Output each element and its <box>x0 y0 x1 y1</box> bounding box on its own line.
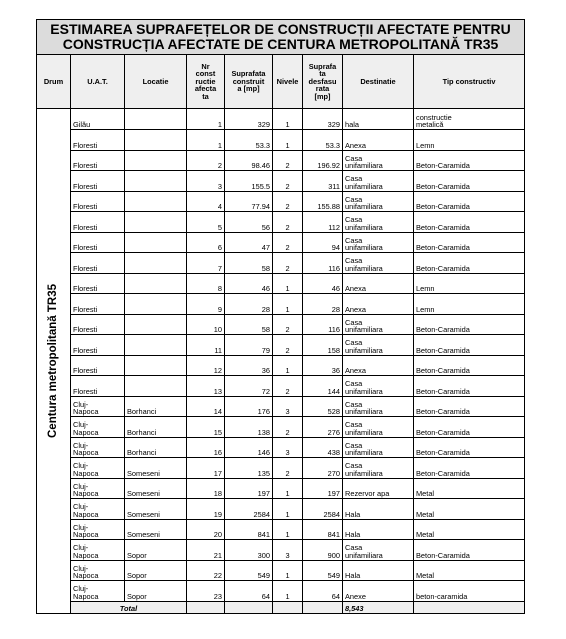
cell-nr: 11 <box>187 335 225 356</box>
cell-nr: 1 <box>187 130 225 151</box>
total-empty-cell <box>187 601 225 613</box>
table-row <box>37 540 525 561</box>
cell-suprafata-desfasurata: 900 <box>303 540 343 561</box>
cell-destinatie: Casa unifamiliara <box>343 540 414 561</box>
cell-nr: 9 <box>187 294 225 315</box>
cell-uat: Floresti <box>71 314 125 335</box>
title-line-1: ESTIMAREA SUPRAFEȚELOR DE CONSTRUCȚII AFECTATE PENTRU <box>50 21 511 37</box>
cell-suprafata-desfasurata: 841 <box>303 519 343 540</box>
cell-uat: Cluj- Napoca <box>71 396 125 417</box>
cell-nr: 6 <box>187 232 225 253</box>
cell-suprafata-desfasurata: 329 <box>303 109 343 130</box>
cell-tip-constructiv: Lemn <box>414 273 525 294</box>
cell-nr: 15 <box>187 417 225 438</box>
cell-uat: Floresti <box>71 335 125 356</box>
cell-destinatie: Casa unifamiliara <box>343 437 414 458</box>
estimation-table <box>36 19 525 614</box>
cell-nivele: 1 <box>273 478 303 499</box>
cell-nivele: 2 <box>273 191 303 212</box>
cell-destinatie: Casa unifamiliara <box>343 191 414 212</box>
header-suprafata-construita: Suprafata construit a [mp] <box>225 55 273 109</box>
cell-locatie: Sopor <box>125 560 187 581</box>
cell-locatie <box>125 314 187 335</box>
cell-nr: 3 <box>187 171 225 192</box>
cell-tip-constructiv: beton-caramida <box>414 581 525 602</box>
cell-destinatie: Casa unifamiliara <box>343 171 414 192</box>
cell-destinatie: Casa unifamiliara <box>343 232 414 253</box>
cell-nr: 5 <box>187 212 225 233</box>
cell-nr: 19 <box>187 499 225 520</box>
header-nivele: Nivele <box>273 55 303 109</box>
table-row <box>37 273 525 294</box>
cell-locatie: Borhanci <box>125 417 187 438</box>
cell-tip-constructiv: Beton-Caramida <box>414 335 525 356</box>
table-row <box>37 355 525 376</box>
cell-locatie: Sopor <box>125 581 187 602</box>
table-row <box>37 396 525 417</box>
cell-tip-constructiv: Beton-Caramida <box>414 396 525 417</box>
cell-tip-constructiv: constructie metalică <box>414 109 525 130</box>
table-row <box>37 499 525 520</box>
cell-suprafata-construita: 64 <box>225 581 273 602</box>
cell-suprafata-desfasurata: 311 <box>303 171 343 192</box>
cell-suprafata-construita: 79 <box>225 335 273 356</box>
cell-suprafata-construita: 36 <box>225 355 273 376</box>
cell-suprafata-construita: 176 <box>225 396 273 417</box>
cell-locatie <box>125 294 187 315</box>
cell-nivele: 1 <box>273 581 303 602</box>
cell-destinatie: Casa unifamiliara <box>343 458 414 479</box>
cell-uat: Cluj- Napoca <box>71 417 125 438</box>
table-title <box>37 20 525 55</box>
cell-uat: Floresti <box>71 273 125 294</box>
cell-uat: Cluj- Napoca <box>71 458 125 479</box>
cell-suprafata-construita: 146 <box>225 437 273 458</box>
cell-nr: 16 <box>187 437 225 458</box>
cell-nr: 8 <box>187 273 225 294</box>
cell-nivele: 1 <box>273 130 303 151</box>
cell-suprafata-construita: 53.3 <box>225 130 273 151</box>
cell-suprafata-construita: 300 <box>225 540 273 561</box>
cell-suprafata-construita: 47 <box>225 232 273 253</box>
cell-suprafata-construita: 98.46 <box>225 150 273 171</box>
cell-nivele: 1 <box>273 294 303 315</box>
cell-suprafata-construita: 72 <box>225 376 273 397</box>
cell-locatie <box>125 232 187 253</box>
cell-tip-constructiv: Beton-Caramida <box>414 232 525 253</box>
cell-uat: Cluj- Napoca <box>71 519 125 540</box>
total-empty-cell <box>273 601 303 613</box>
cell-nr: 22 <box>187 560 225 581</box>
cell-locatie <box>125 150 187 171</box>
cell-suprafata-desfasurata: 116 <box>303 253 343 274</box>
table-row <box>37 109 525 130</box>
cell-nivele: 2 <box>273 458 303 479</box>
table-row <box>37 253 525 274</box>
cell-suprafata-construita: 135 <box>225 458 273 479</box>
cell-locatie <box>125 253 187 274</box>
cell-destinatie: Hala <box>343 560 414 581</box>
cell-locatie <box>125 212 187 233</box>
cell-suprafata-desfasurata: 116 <box>303 314 343 335</box>
cell-uat: Floresti <box>71 294 125 315</box>
table-row <box>37 335 525 356</box>
total-label: Total <box>71 601 187 613</box>
cell-uat: Floresti <box>71 232 125 253</box>
table-row <box>37 130 525 151</box>
cell-destinatie: Anexe <box>343 581 414 602</box>
cell-tip-constructiv: Beton-Caramida <box>414 191 525 212</box>
cell-suprafata-desfasurata: 197 <box>303 478 343 499</box>
cell-tip-constructiv: Beton-Caramida <box>414 437 525 458</box>
cell-nr: 1 <box>187 109 225 130</box>
cell-suprafata-construita: 138 <box>225 417 273 438</box>
cell-suprafata-desfasurata: 158 <box>303 335 343 356</box>
cell-nr: 13 <box>187 376 225 397</box>
cell-nivele: 2 <box>273 314 303 335</box>
cell-suprafata-desfasurata: 94 <box>303 232 343 253</box>
cell-suprafata-construita: 58 <box>225 314 273 335</box>
cell-tip-constructiv: Beton-Caramida <box>414 540 525 561</box>
table-row <box>37 171 525 192</box>
cell-nivele: 1 <box>273 519 303 540</box>
cell-tip-constructiv: Beton-Caramida <box>414 376 525 397</box>
cell-uat: Gilău <box>71 109 125 130</box>
drum-cell <box>37 109 71 614</box>
cell-uat: Floresti <box>71 150 125 171</box>
cell-destinatie: Casa unifamiliara <box>343 417 414 438</box>
cell-locatie <box>125 171 187 192</box>
cell-locatie: Someseni <box>125 499 187 520</box>
cell-nr: 21 <box>187 540 225 561</box>
cell-nivele: 2 <box>273 212 303 233</box>
table-row <box>37 560 525 581</box>
header-drum: Drum <box>37 55 71 109</box>
header-nr-constructie: Nr const ructie afecta ta <box>187 55 225 109</box>
cell-uat: Floresti <box>71 130 125 151</box>
cell-nivele: 1 <box>273 109 303 130</box>
total-value: 8,543 <box>343 601 414 613</box>
header-destinatie: Destinatie <box>343 55 414 109</box>
cell-suprafata-desfasurata: 155.88 <box>303 191 343 212</box>
cell-destinatie: Casa unifamiliara <box>343 335 414 356</box>
cell-destinatie: Casa unifamiliara <box>343 212 414 233</box>
cell-locatie <box>125 273 187 294</box>
cell-tip-constructiv: Beton-Caramida <box>414 150 525 171</box>
table-row <box>37 376 525 397</box>
cell-suprafata-construita: 841 <box>225 519 273 540</box>
cell-suprafata-desfasurata: 438 <box>303 437 343 458</box>
cell-nivele: 2 <box>273 335 303 356</box>
cell-nivele: 2 <box>273 253 303 274</box>
cell-uat: Cluj- Napoca <box>71 581 125 602</box>
cell-nivele: 2 <box>273 232 303 253</box>
cell-uat: Floresti <box>71 212 125 233</box>
table-row <box>37 191 525 212</box>
cell-locatie: Borhanci <box>125 437 187 458</box>
table-row <box>37 314 525 335</box>
cell-suprafata-desfasurata: 144 <box>303 376 343 397</box>
cell-uat: Cluj- Napoca <box>71 560 125 581</box>
cell-suprafata-desfasurata: 46 <box>303 273 343 294</box>
header-suprafata-desfasurata: Suprafa ta desfasu rata [mp] <box>303 55 343 109</box>
table-row <box>37 212 525 233</box>
cell-locatie: Borhanci <box>125 396 187 417</box>
cell-suprafata-construita: 46 <box>225 273 273 294</box>
total-empty-cell <box>303 601 343 613</box>
cell-tip-constructiv: Beton-Caramida <box>414 171 525 192</box>
cell-nr: 12 <box>187 355 225 376</box>
cell-nr: 18 <box>187 478 225 499</box>
cell-tip-constructiv: Metal <box>414 478 525 499</box>
cell-suprafata-construita: 2584 <box>225 499 273 520</box>
title-line-2: CONSTRUCȚIA AFECTATE DE CENTURA METROPOLITANĂ TR35 <box>62 36 499 52</box>
cell-suprafata-construita: 28 <box>225 294 273 315</box>
cell-locatie <box>125 130 187 151</box>
cell-uat: Cluj- Napoca <box>71 437 125 458</box>
cell-destinatie: Anexa <box>343 130 414 151</box>
cell-suprafata-desfasurata: 28 <box>303 294 343 315</box>
cell-suprafata-construita: 549 <box>225 560 273 581</box>
cell-nr: 14 <box>187 396 225 417</box>
cell-tip-constructiv: Beton-Caramida <box>414 314 525 335</box>
total-row <box>37 601 525 613</box>
table-row <box>37 417 525 438</box>
cell-nivele: 3 <box>273 396 303 417</box>
cell-suprafata-desfasurata: 2584 <box>303 499 343 520</box>
cell-locatie <box>125 109 187 130</box>
table-row <box>37 519 525 540</box>
cell-uat: Cluj- Napoca <box>71 499 125 520</box>
cell-nr: 10 <box>187 314 225 335</box>
cell-uat: Floresti <box>71 355 125 376</box>
cell-suprafata-construita: 77.94 <box>225 191 273 212</box>
cell-nivele: 1 <box>273 355 303 376</box>
cell-tip-constructiv: Beton-Caramida <box>414 458 525 479</box>
cell-destinatie: Casa unifamiliara <box>343 150 414 171</box>
cell-tip-constructiv: Metal <box>414 519 525 540</box>
cell-destinatie: Casa unifamiliara <box>343 253 414 274</box>
cell-suprafata-desfasurata: 549 <box>303 560 343 581</box>
total-empty-cell <box>225 601 273 613</box>
header-locatie: Locatie <box>125 55 187 109</box>
cell-locatie: Someseni <box>125 478 187 499</box>
cell-destinatie: Anexa <box>343 355 414 376</box>
cell-uat: Floresti <box>71 376 125 397</box>
cell-suprafata-desfasurata: 528 <box>303 396 343 417</box>
cell-locatie <box>125 335 187 356</box>
cell-nivele: 2 <box>273 150 303 171</box>
cell-suprafata-desfasurata: 53.3 <box>303 130 343 151</box>
cell-locatie <box>125 355 187 376</box>
cell-suprafata-construita: 155.5 <box>225 171 273 192</box>
table-row <box>37 478 525 499</box>
cell-tip-constructiv: Beton-Caramida <box>414 417 525 438</box>
cell-destinatie: hala <box>343 109 414 130</box>
cell-nivele: 2 <box>273 417 303 438</box>
table-row <box>37 437 525 458</box>
cell-uat: Floresti <box>71 171 125 192</box>
table-row <box>37 581 525 602</box>
cell-nivele: 2 <box>273 376 303 397</box>
cell-nr: 20 <box>187 519 225 540</box>
cell-suprafata-desfasurata: 196.92 <box>303 150 343 171</box>
cell-uat: Floresti <box>71 191 125 212</box>
cell-suprafata-desfasurata: 112 <box>303 212 343 233</box>
cell-nr: 2 <box>187 150 225 171</box>
drum-label: Centura metropolitană TR35 <box>46 283 59 438</box>
cell-tip-constructiv: Metal <box>414 499 525 520</box>
cell-suprafata-construita: 329 <box>225 109 273 130</box>
cell-destinatie: Rezervor apa <box>343 478 414 499</box>
cell-locatie: Sopor <box>125 540 187 561</box>
cell-destinatie: Anexa <box>343 294 414 315</box>
cell-locatie: Someseni <box>125 458 187 479</box>
cell-nivele: 1 <box>273 273 303 294</box>
cell-destinatie: Hala <box>343 499 414 520</box>
cell-nr: 23 <box>187 581 225 602</box>
table-row <box>37 294 525 315</box>
cell-nr: 17 <box>187 458 225 479</box>
cell-tip-constructiv: Beton-Caramida <box>414 355 525 376</box>
cell-uat: Cluj- Napoca <box>71 478 125 499</box>
table-row <box>37 150 525 171</box>
cell-uat: Cluj- Napoca <box>71 540 125 561</box>
cell-destinatie: Hala <box>343 519 414 540</box>
cell-suprafata-construita: 58 <box>225 253 273 274</box>
total-empty-cell <box>414 601 525 613</box>
cell-locatie <box>125 376 187 397</box>
cell-suprafata-construita: 56 <box>225 212 273 233</box>
cell-tip-constructiv: Lemn <box>414 294 525 315</box>
cell-destinatie: Casa unifamiliara <box>343 396 414 417</box>
cell-nr: 4 <box>187 191 225 212</box>
cell-tip-constructiv: Beton-Caramida <box>414 253 525 274</box>
cell-tip-constructiv: Beton-Caramida <box>414 212 525 233</box>
cell-nivele: 3 <box>273 540 303 561</box>
header-tip-constructiv: Tip constructiv <box>414 55 525 109</box>
cell-locatie: Someseni <box>125 519 187 540</box>
cell-nivele: 2 <box>273 171 303 192</box>
cell-suprafata-construita: 197 <box>225 478 273 499</box>
cell-locatie <box>125 191 187 212</box>
cell-suprafata-desfasurata: 36 <box>303 355 343 376</box>
cell-tip-constructiv: Lemn <box>414 130 525 151</box>
cell-destinatie: Casa unifamiliara <box>343 314 414 335</box>
cell-nivele: 1 <box>273 499 303 520</box>
cell-destinatie: Casa unifamiliara <box>343 376 414 397</box>
table-row <box>37 458 525 479</box>
cell-suprafata-desfasurata: 64 <box>303 581 343 602</box>
cell-nivele: 1 <box>273 560 303 581</box>
cell-suprafata-desfasurata: 270 <box>303 458 343 479</box>
cell-nr: 7 <box>187 253 225 274</box>
cell-uat: Floresti <box>71 253 125 274</box>
cell-tip-constructiv: Metal <box>414 560 525 581</box>
header-uat: U.A.T. <box>71 55 125 109</box>
cell-nivele: 3 <box>273 437 303 458</box>
cell-destinatie: Anexa <box>343 273 414 294</box>
cell-suprafata-desfasurata: 276 <box>303 417 343 438</box>
table-row <box>37 232 525 253</box>
